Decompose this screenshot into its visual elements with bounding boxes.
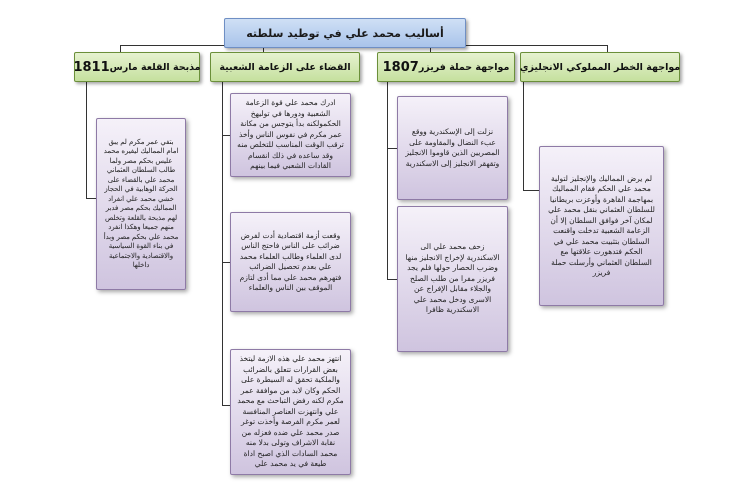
branch-col3-card1 — [222, 135, 230, 136]
card-popular-1 — [230, 93, 351, 177]
card-fraser-2 — [397, 206, 508, 352]
heading-text: مذبحة القلعة مارس — [109, 61, 201, 73]
heading-text: مواجهة حملة فريزر — [418, 61, 510, 73]
heading-popular-leadership — [210, 52, 360, 82]
card-text: نزلت إلى الإسكندرية ووقع عبء النضال والمقاومة على المصريين الذين قاوموا الانجليز وتقهقر الانجليز إلى الاسكندرية — [405, 127, 500, 168]
spine-col1 — [523, 80, 524, 190]
heading-year: 1811 — [73, 59, 110, 75]
connector-drop-col1 — [607, 45, 608, 52]
card-text: انتهز محمد علي هذه الازمة ليتخذ بعض القرارات تتعلق بالضرائب والملكية تحقق له السيطرة على الحكم وكان لابد من موافقة عمر مكرم لكنه رفض التباحث مع محمد علي وانتهزت العناصر المنافسة لعمر مكرم الفرصة وأخذت توغر صدر محمد علي ضده فعزله من نقابة الاشراف وتولى بدلا منه محمد السادات الذي اصبح اداة طيعة في يد محمد علي — [237, 354, 344, 469]
card-text: وقعت أزمة اقتصادية أدت لفرض ضرائب على الناس فاحتج الناس لدى العلماء وطالب العلماء محمد علي بعدم تحصيل الضرائب فتهرهم محمد علي مما أدى لتازم الموقف بين الناس والعلماء — [239, 230, 342, 292]
branch-col2-card2 — [387, 279, 397, 280]
card-fraser-1 — [397, 96, 508, 200]
connector-drop-col4 — [120, 45, 121, 52]
card-popular-3 — [230, 349, 351, 475]
heading-text: القضاء على الزعامة الشعبية — [219, 61, 351, 73]
spine-col4 — [86, 80, 87, 198]
spine-col2 — [387, 80, 388, 280]
card-text: لم يرض المماليك والإنجليز لتولية محمد علي الحكم فقام المماليك بمهاجمة القاهرة وأوعزت بريطانيا للسلطان العثماني بنقل محمد علي لمكان آخر فوافق السلطان إلا أن الزعامة الشعبية تدخلت واقنعت السلطان بتثبيت محمد علي في الحكم فتدهورت علاقتها مع السلطان العثماني وأرسلت حملة فريزر — [548, 173, 655, 277]
diagram-title-text: أساليب محمد علي في توطيد سلطته — [246, 26, 444, 40]
card-mamluk-english-1 — [539, 146, 664, 306]
card-text: زحف محمد علي الى الاسكندرية لإخراج الانجليز منها وضرب الحصار حولها فلم يجد فريزر مفرا من طلب الصلح والجلاء مقابل الإفراج عن الاسرى ودخل محمد علي الاسكندرية ظافرا — [405, 242, 500, 315]
branch-col1-card1 — [523, 190, 539, 191]
spine-col3 — [222, 80, 223, 405]
branch-col4-card1 — [86, 198, 96, 199]
heading-mamluk-english-threat — [520, 52, 680, 82]
card-citadel-1 — [96, 118, 186, 290]
branch-col3-card2 — [222, 262, 230, 263]
card-popular-2 — [230, 212, 351, 312]
heading-fraser-campaign — [377, 52, 515, 82]
diagram-title — [224, 18, 466, 48]
heading-text: مواجهة الخطر المملوكي الانجليزي — [519, 61, 681, 73]
heading-year: 1807 — [382, 59, 419, 75]
card-text: ادرك محمد علي قوة الزعامة الشعبية ودورها في توليهخ الحكمولكنه بدأ يتوجس من مكانة عمر مكرم في نفوس الناس وأخذ ترقب الوقت المناسب للتخلص منه وقد ساعده في ذلك انقسام القادات الشعبي فيما بينهم — [237, 98, 344, 171]
branch-col3-card3 — [222, 405, 230, 406]
heading-citadel-massacre — [74, 52, 200, 82]
card-text: بتفي عمر مكرم لم يبق امام المماليك ليفيره محمد عليس بحكم مصر ولما طالب السلطان العثماني محمد علي بالقضاء على الحركة الوهابية في الحجاز خشي محمد علي انفراد المماليك بحكم مصر فدبر لهم مذبحة بالقلعة وتخلص منهم جميعا وهكذا انفرد محمد علي بحكم مصر وبدأ في بناء القوة السياسية والاقتصادية والاجتماعية داخلها — [103, 137, 179, 269]
branch-col2-card1 — [387, 148, 397, 149]
